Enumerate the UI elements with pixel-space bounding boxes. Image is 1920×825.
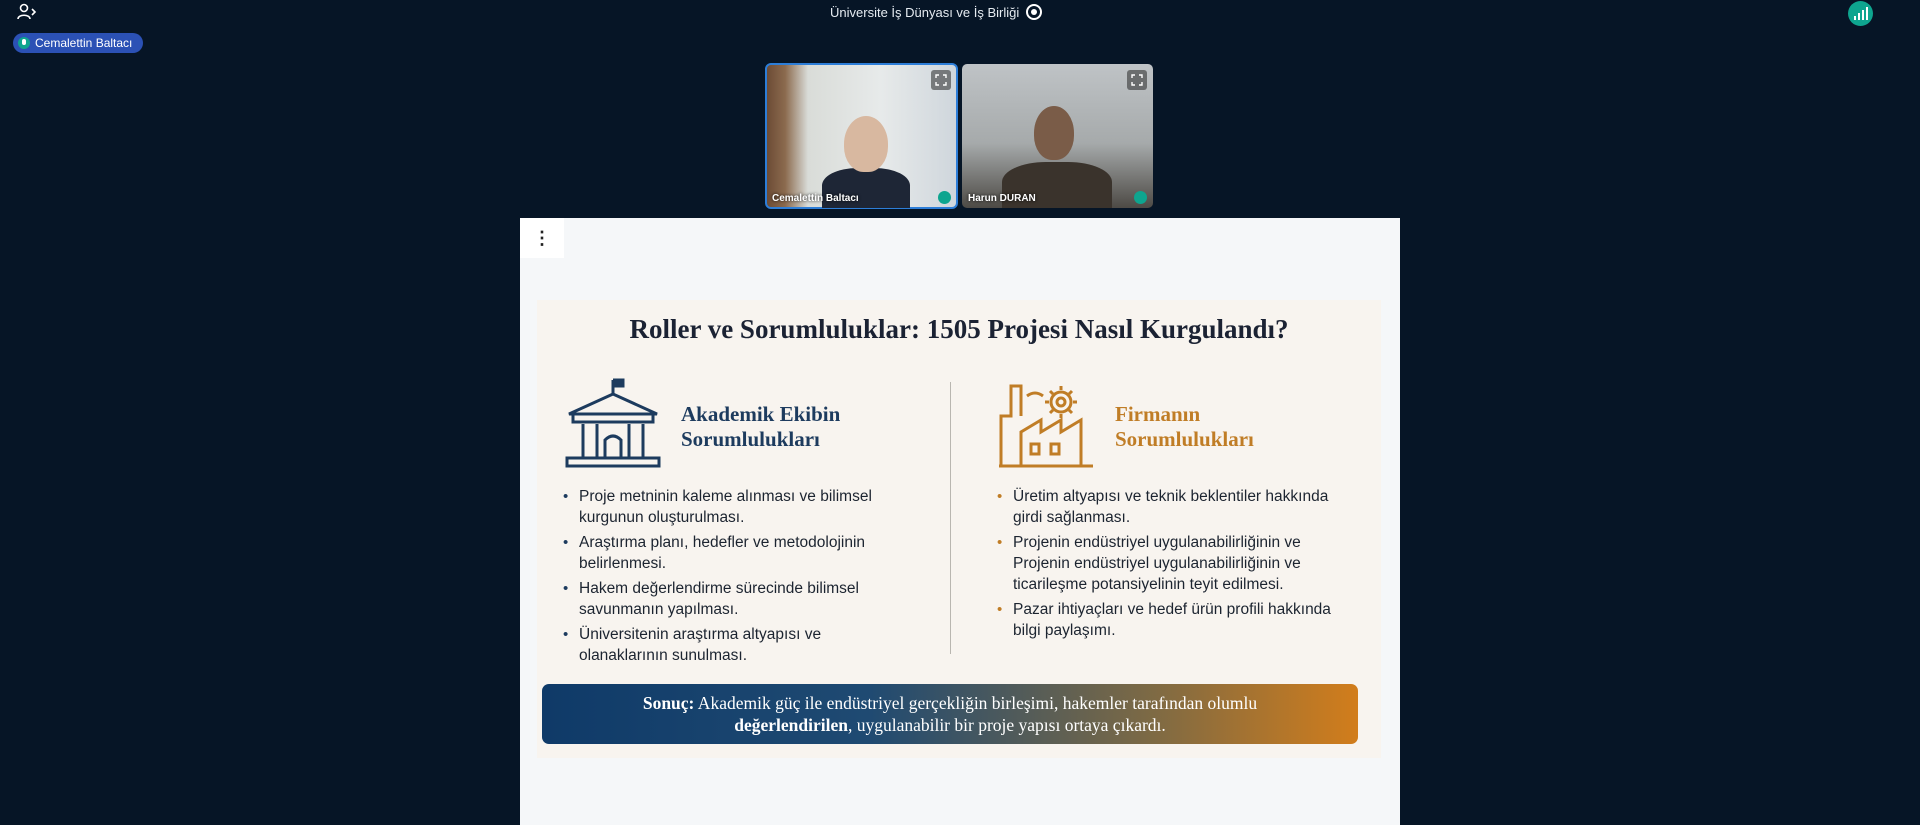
conclusion-text: , uygulanabilir bir proje yapısı ortaya çıkardı. — [847, 715, 1166, 735]
microphone-icon — [18, 37, 30, 49]
heading-line: Firmanın — [1115, 402, 1201, 426]
list-item: • Araştırma planı, hedefler ve metodolojinin belirlenmesi. — [563, 532, 903, 574]
list-item: • Projenin endüstriyel uygulanabilirliğinin ve Projenin endüstriyel uygulanabilirliğinin ve ticarileşme potansiyelinin teyit edilmesi. — [997, 532, 1337, 595]
active-speaker-badge — [13, 33, 143, 53]
academic-responsibilities-list — [563, 486, 903, 670]
list-item: • Hakem değerlendirme sürecinde bilimsel savunmanın yapılması. — [563, 578, 903, 620]
conclusion-text: Akademik güç ile endüstriyel gerçekliğin birleşimi, hakemler tarafından olumlu — [694, 693, 1258, 713]
heading-line: Akademik Ekibin — [681, 402, 841, 426]
list-item: • Üniversitenin araştırma altyapısı ve olanaklarının sunulması. — [563, 624, 903, 666]
firm-heading — [1115, 402, 1254, 452]
slide-title: Roller ve Sorumluluklar: 1505 Projesi Nasıl Kurgulandı? — [629, 314, 1289, 344]
factory-gear-icon — [997, 376, 1097, 475]
expand-icon[interactable] — [931, 70, 951, 90]
column-divider — [950, 382, 951, 654]
participant-face — [844, 116, 888, 172]
record-icon[interactable] — [1026, 4, 1042, 20]
firm-responsibilities-list — [997, 486, 1337, 645]
heading-line: Sorumlulukları — [1115, 427, 1254, 451]
list-item: • Pazar ihtiyaçları ve hedef ürün profili hakkında bilgi paylaşımı. — [997, 599, 1337, 641]
top-bar — [0, 0, 1920, 26]
video-tile-harun[interactable] — [962, 64, 1153, 208]
active-speaker-name: Cemalettin Baltacı — [35, 36, 133, 50]
university-building-icon — [563, 378, 663, 475]
participants-icon[interactable] — [17, 3, 39, 21]
microphone-icon — [1134, 191, 1147, 204]
tile-name-label: Cemalettin Baltacı — [772, 193, 859, 204]
tile-name-label: Harun DURAN — [968, 193, 1036, 204]
participant-face — [1034, 106, 1074, 160]
conclusion-label: Sonuç: — [642, 693, 695, 713]
heading-line: Sorumlulukları — [681, 427, 820, 451]
list-item: • Üretim altyapısı ve teknik beklentiler hakkında girdi sağlanması. — [997, 486, 1337, 528]
meeting-title: Üniversite İş Dünyası ve İş Birliği — [830, 5, 1020, 20]
screen-share-panel — [520, 218, 1400, 825]
kebab-menu-icon[interactable]: ⋮ — [520, 218, 564, 258]
presentation-slide — [537, 300, 1381, 758]
expand-icon[interactable] — [1127, 70, 1147, 90]
conclusion-emphasis: değerlendirilen — [734, 715, 848, 735]
list-item: • Proje metninin kaleme alınması ve bilimsel kurgunun oluşturulması. — [563, 486, 903, 528]
conclusion-banner — [542, 684, 1358, 744]
academic-heading — [681, 402, 840, 452]
signal-icon[interactable] — [1848, 1, 1873, 26]
microphone-icon — [938, 191, 951, 204]
video-tile-cemalettin[interactable] — [766, 64, 957, 208]
